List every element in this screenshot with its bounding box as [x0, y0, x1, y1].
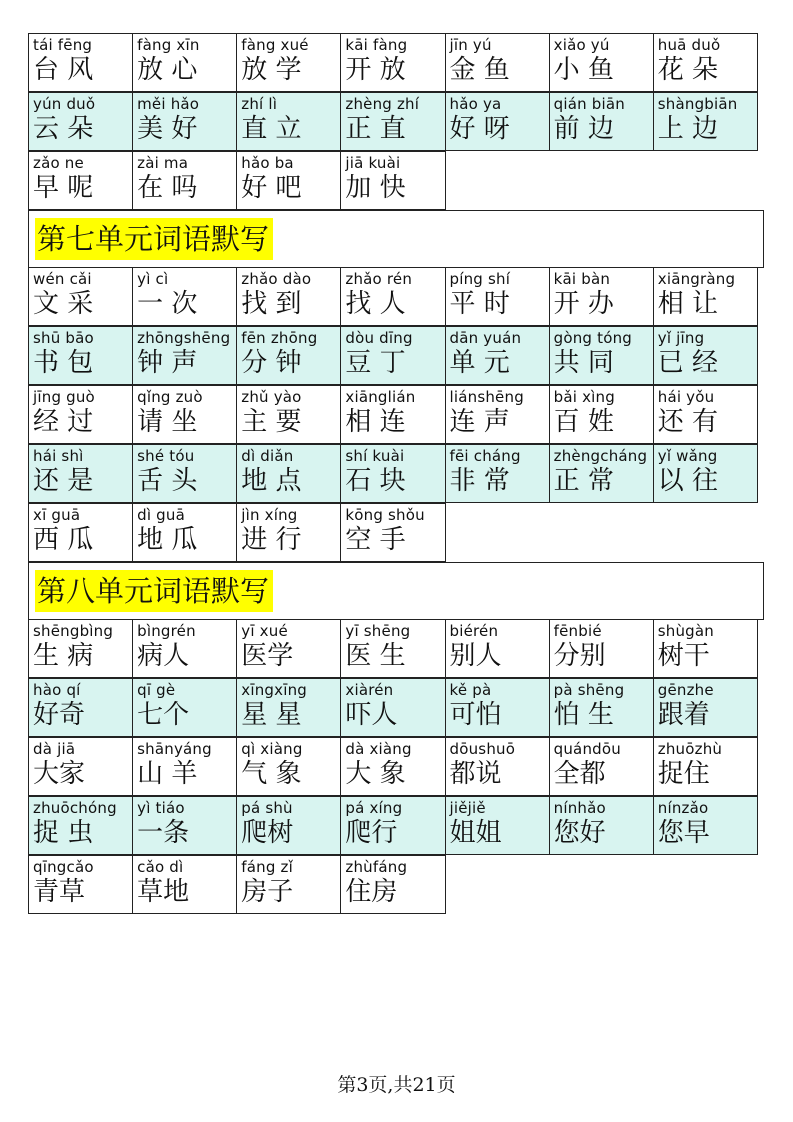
- hanzi-text: 还 是: [33, 466, 94, 496]
- hanzi-text: 云 朵: [33, 114, 94, 144]
- hanzi-text: 找 人: [345, 289, 406, 319]
- vocab-cell: [236, 326, 341, 385]
- hanzi-text: 七个: [137, 700, 190, 730]
- vocab-cell: [28, 326, 133, 385]
- vocab-block-unit6: [28, 34, 764, 211]
- vocab-cell: [653, 385, 758, 444]
- hanzi-text: 草地: [137, 877, 190, 907]
- hanzi-text: 您早: [657, 818, 710, 848]
- vocab-cell: [340, 855, 445, 914]
- pinyin-text: yī xué: [241, 622, 288, 640]
- vocab-cell: [653, 737, 758, 796]
- pinyin-text: jìn xíng: [241, 506, 298, 524]
- pinyin-text: zhuōzhù: [657, 740, 723, 758]
- hanzi-text: 放 学: [241, 55, 302, 85]
- pinyin-text: kōng shǒu: [345, 506, 425, 524]
- section-title-unit7: 第七单元词语默写: [35, 218, 273, 260]
- hanzi-text: 经 过: [33, 407, 94, 437]
- vocab-cell: [445, 92, 550, 151]
- pinyin-text: shé tóu: [137, 447, 195, 465]
- vocab-cell: [653, 92, 758, 151]
- hanzi-text: 住房: [345, 877, 398, 907]
- pinyin-text: píng shí: [449, 270, 511, 288]
- vocab-cell: [445, 737, 550, 796]
- vocab-cell: [445, 33, 550, 92]
- vocab-row: [28, 152, 764, 211]
- pinyin-text: dòu dīng: [345, 329, 413, 347]
- pinyin-text: bǎi xìng: [553, 388, 615, 406]
- pinyin-text: dì diǎn: [241, 447, 294, 465]
- pinyin-text: yǐ jīng: [657, 329, 705, 347]
- vocab-row: [28, 679, 764, 738]
- pinyin-text: shàngbiān: [657, 95, 738, 113]
- pinyin-text: pá shù: [241, 799, 293, 817]
- vocab-cell: [445, 444, 550, 503]
- vocab-cell: [28, 151, 133, 210]
- vocab-cell: [445, 796, 550, 855]
- vocab-cell: [132, 267, 237, 326]
- vocab-cell: [132, 92, 237, 151]
- pinyin-text: xiàrén: [345, 681, 394, 699]
- vocab-cell: [340, 619, 445, 678]
- vocab-cell: [236, 92, 341, 151]
- vocab-cell: [236, 503, 341, 562]
- hanzi-text: 台 风: [33, 55, 94, 85]
- vocab-row: [28, 797, 764, 856]
- page-footer: 第3页,共21页: [337, 1074, 456, 1096]
- hanzi-text: 好奇: [33, 700, 86, 730]
- vocab-cell: [549, 678, 654, 737]
- pinyin-text: yì tiáo: [137, 799, 185, 817]
- pinyin-text: zhuōchóng: [33, 799, 117, 817]
- vocab-cell: [340, 737, 445, 796]
- pinyin-text: qǐng zuò: [137, 388, 203, 406]
- hanzi-text: 上 边: [657, 114, 719, 144]
- vocab-cell: [445, 267, 550, 326]
- hanzi-text: 连 声: [449, 407, 510, 437]
- vocab-cell: [653, 678, 758, 737]
- pinyin-text: bìngrén: [137, 622, 196, 640]
- pinyin-text: xiāngràng: [657, 270, 736, 288]
- vocab-cell: [132, 326, 237, 385]
- hanzi-text: 还 有: [657, 407, 719, 437]
- pinyin-text: gēnzhe: [657, 681, 714, 699]
- vocab-cell: [132, 503, 237, 562]
- vocab-row: [28, 620, 764, 679]
- vocab-cell: [236, 855, 341, 914]
- hanzi-text: 房子: [241, 877, 294, 907]
- hanzi-text: 百 姓: [553, 407, 614, 437]
- vocab-row: [28, 268, 764, 327]
- hanzi-text: 捉住: [657, 759, 710, 789]
- pinyin-text: qì xiàng: [241, 740, 303, 758]
- vocab-cell: [236, 678, 341, 737]
- vocab-cell: [28, 33, 133, 92]
- vocab-row: [28, 327, 764, 386]
- pinyin-text: nínzǎo: [657, 799, 709, 817]
- vocab-cell: [653, 444, 758, 503]
- vocab-cell: [28, 267, 133, 326]
- hanzi-text: 分 钟: [241, 348, 302, 378]
- vocab-cell: [340, 151, 445, 210]
- hanzi-text: 书 包: [33, 348, 94, 378]
- pinyin-text: dì guā: [137, 506, 186, 524]
- pinyin-text: cǎo dì: [137, 858, 184, 876]
- vocab-cell: [236, 444, 341, 503]
- pinyin-text: kāi bàn: [553, 270, 611, 288]
- vocab-cell: [340, 444, 445, 503]
- pinyin-text: hái yǒu: [657, 388, 715, 406]
- hanzi-text: 捉 虫: [33, 818, 94, 848]
- pinyin-text: huā duǒ: [657, 36, 721, 54]
- hanzi-text: 医学: [241, 641, 294, 671]
- hanzi-text: 可怕: [449, 700, 502, 730]
- hanzi-text: 加 快: [345, 173, 406, 203]
- vocab-cell: [132, 444, 237, 503]
- pinyin-text: zhǎo rén: [345, 270, 413, 288]
- vocab-cell: [653, 796, 758, 855]
- pinyin-text: kě pà: [449, 681, 492, 699]
- pinyin-text: hǎo ya: [449, 95, 502, 113]
- hanzi-text: 地 瓜: [137, 525, 198, 555]
- pinyin-text: yī shēng: [345, 622, 411, 640]
- vocab-block-unit7: [28, 268, 764, 563]
- pinyin-text: fàng xué: [241, 36, 309, 54]
- vocab-cell: [132, 855, 237, 914]
- pinyin-text: gòng tóng: [553, 329, 633, 347]
- hanzi-text: 花 朵: [657, 55, 719, 85]
- pinyin-text: fēn zhōng: [241, 329, 318, 347]
- vocab-cell: [549, 444, 654, 503]
- vocab-row: [28, 504, 764, 563]
- hanzi-text: 早 呢: [33, 173, 94, 203]
- vocab-cell: [549, 619, 654, 678]
- pinyin-text: shū bāo: [33, 329, 94, 347]
- vocab-cell: [28, 92, 133, 151]
- hanzi-text: 都说: [449, 759, 502, 789]
- vocab-cell: [549, 737, 654, 796]
- hanzi-text: 病人: [137, 641, 190, 671]
- hanzi-text: 正 直: [345, 114, 406, 144]
- vocab-cell: [236, 267, 341, 326]
- vocab-cell: [236, 737, 341, 796]
- pinyin-text: xiǎo yú: [553, 36, 610, 54]
- hanzi-text: 相 连: [345, 407, 406, 437]
- vocab-cell: [653, 326, 758, 385]
- pinyin-text: hào qí: [33, 681, 81, 699]
- vocab-cell: [653, 33, 758, 92]
- hanzi-text: 大家: [33, 759, 86, 789]
- hanzi-text: 跟着: [657, 700, 710, 730]
- section-title-unit8: 第八单元词语默写: [35, 570, 273, 612]
- section-header-unit8: [28, 562, 764, 620]
- hanzi-text: 西 瓜: [33, 525, 94, 555]
- hanzi-text: 小 鱼: [553, 55, 614, 85]
- pinyin-text: hǎo ba: [241, 154, 294, 172]
- hanzi-text: 吓人: [345, 700, 398, 730]
- hanzi-text: 放 心: [137, 55, 198, 85]
- hanzi-text: 平 时: [449, 289, 510, 319]
- hanzi-text: 分别: [553, 641, 606, 671]
- hanzi-text: 已 经: [657, 348, 719, 378]
- vocab-cell: [28, 796, 133, 855]
- hanzi-text: 怕 生: [553, 700, 614, 730]
- hanzi-text: 气 象: [241, 759, 302, 789]
- hanzi-text: 豆 丁: [345, 348, 406, 378]
- pinyin-text: zhèngcháng: [553, 447, 648, 465]
- vocab-row: [28, 386, 764, 445]
- hanzi-text: 开 办: [553, 289, 614, 319]
- hanzi-text: 地 点: [241, 466, 302, 496]
- pinyin-text: yún duǒ: [33, 95, 96, 113]
- vocab-cell: [132, 796, 237, 855]
- vocab-cell: [236, 619, 341, 678]
- pinyin-text: xiānglián: [345, 388, 416, 406]
- pinyin-text: měi hǎo: [137, 95, 200, 113]
- pinyin-text: kāi fàng: [345, 36, 408, 54]
- pinyin-text: nínhǎo: [553, 799, 606, 817]
- vocab-cell: [549, 385, 654, 444]
- pinyin-text: shānyáng: [137, 740, 212, 758]
- hanzi-text: 请 坐: [137, 407, 198, 437]
- vocab-cell: [28, 678, 133, 737]
- hanzi-text: 钟 声: [137, 348, 198, 378]
- pinyin-text: wén cǎi: [33, 270, 92, 288]
- hanzi-text: 石 块: [345, 466, 406, 496]
- hanzi-text: 别人: [449, 641, 502, 671]
- hanzi-text: 正 常: [553, 466, 614, 496]
- hanzi-text: 医 生: [345, 641, 406, 671]
- pinyin-text: shēngbìng: [33, 622, 114, 640]
- hanzi-text: 空 手: [345, 525, 406, 555]
- pinyin-text: zǎo ne: [33, 154, 84, 172]
- worksheet: [28, 34, 764, 915]
- hanzi-text: 主 要: [241, 407, 302, 437]
- pinyin-text: shí kuài: [345, 447, 405, 465]
- hanzi-text: 大 象: [345, 759, 406, 789]
- hanzi-text: 在 吗: [137, 173, 198, 203]
- vocab-cell: [549, 33, 654, 92]
- vocab-cell: [28, 385, 133, 444]
- hanzi-text: 找 到: [241, 289, 302, 319]
- pinyin-text: liánshēng: [449, 388, 524, 406]
- vocab-row: [28, 738, 764, 797]
- pinyin-text: shùgàn: [657, 622, 714, 640]
- vocab-cell: [236, 151, 341, 210]
- vocab-row: [28, 34, 764, 93]
- pinyin-text: zài ma: [137, 154, 189, 172]
- vocab-cell: [549, 326, 654, 385]
- vocab-cell: [340, 92, 445, 151]
- vocab-cell: [132, 151, 237, 210]
- hanzi-text: 您好: [553, 818, 606, 848]
- hanzi-text: 生 病: [33, 641, 94, 671]
- hanzi-text: 美 好: [137, 114, 198, 144]
- vocab-cell: [445, 619, 550, 678]
- hanzi-text: 青草: [33, 877, 86, 907]
- pinyin-text: zhí lì: [241, 95, 278, 113]
- vocab-row: [28, 93, 764, 152]
- vocab-cell: [445, 326, 550, 385]
- vocab-cell: [340, 796, 445, 855]
- hanzi-text: 树干: [657, 641, 710, 671]
- hanzi-text: 好 吧: [241, 173, 302, 203]
- vocab-cell: [340, 385, 445, 444]
- pinyin-text: qīngcǎo: [33, 858, 94, 876]
- pinyin-text: jīng guò: [33, 388, 95, 406]
- pinyin-text: dān yuán: [449, 329, 522, 347]
- hanzi-text: 金 鱼: [449, 55, 510, 85]
- hanzi-text: 非 常: [449, 466, 510, 496]
- hanzi-text: 爬行: [345, 818, 398, 848]
- vocab-cell: [340, 326, 445, 385]
- vocab-cell: [132, 737, 237, 796]
- vocab-row: [28, 856, 764, 915]
- vocab-cell: [340, 267, 445, 326]
- pinyin-text: biérén: [449, 622, 499, 640]
- pinyin-text: fēnbié: [553, 622, 602, 640]
- vocab-cell: [340, 33, 445, 92]
- hanzi-text: 前 边: [553, 114, 614, 144]
- vocab-row: [28, 445, 764, 504]
- pinyin-text: fēi cháng: [449, 447, 521, 465]
- hanzi-text: 一条: [137, 818, 190, 848]
- pinyin-text: xī guā: [33, 506, 81, 524]
- vocab-cell: [28, 855, 133, 914]
- pinyin-text: xīngxīng: [241, 681, 307, 699]
- vocab-cell: [445, 678, 550, 737]
- pinyin-text: jīn yú: [449, 36, 492, 54]
- pinyin-text: dà jiā: [33, 740, 76, 758]
- hanzi-text: 全都: [553, 759, 606, 789]
- hanzi-text: 星 星: [241, 700, 302, 730]
- hanzi-text: 共 同: [553, 348, 614, 378]
- hanzi-text: 相 让: [657, 289, 719, 319]
- pinyin-text: fáng zǐ: [241, 858, 293, 876]
- pinyin-text: yǐ wǎng: [657, 447, 718, 465]
- pinyin-text: hái shì: [33, 447, 84, 465]
- pinyin-text: qī gè: [137, 681, 176, 699]
- pinyin-text: jiā kuài: [345, 154, 401, 172]
- hanzi-text: 好 呀: [449, 114, 510, 144]
- vocab-cell: [236, 385, 341, 444]
- vocab-cell: [653, 619, 758, 678]
- vocab-cell: [28, 503, 133, 562]
- pinyin-text: tái fēng: [33, 36, 93, 54]
- vocab-cell: [132, 33, 237, 92]
- vocab-cell: [340, 503, 445, 562]
- pinyin-text: pà shēng: [553, 681, 625, 699]
- vocab-cell: [549, 92, 654, 151]
- hanzi-text: 进 行: [241, 525, 302, 555]
- hanzi-text: 舌 头: [137, 466, 198, 496]
- pinyin-text: zhùfáng: [345, 858, 408, 876]
- vocab-cell: [549, 267, 654, 326]
- hanzi-text: 单 元: [449, 348, 510, 378]
- pinyin-text: dōushuō: [449, 740, 516, 758]
- vocab-cell: [132, 619, 237, 678]
- pinyin-text: fàng xīn: [137, 36, 200, 54]
- hanzi-text: 姐姐: [449, 818, 502, 848]
- hanzi-text: 开 放: [345, 55, 406, 85]
- vocab-cell: [28, 444, 133, 503]
- vocab-cell: [236, 33, 341, 92]
- pinyin-text: yì cì: [137, 270, 169, 288]
- hanzi-text: 文 采: [33, 289, 94, 319]
- pinyin-text: zhǎo dào: [241, 270, 312, 288]
- hanzi-text: 直 立: [241, 114, 302, 144]
- pinyin-text: qián biān: [553, 95, 625, 113]
- vocab-cell: [340, 678, 445, 737]
- hanzi-text: 一 次: [137, 289, 198, 319]
- hanzi-text: 以 往: [657, 466, 719, 496]
- pinyin-text: pá xíng: [345, 799, 403, 817]
- vocab-cell: [28, 619, 133, 678]
- hanzi-text: 山 羊: [137, 759, 198, 789]
- pinyin-text: zhōngshēng: [137, 329, 231, 347]
- pinyin-text: zhèng zhí: [345, 95, 420, 113]
- section-header-unit7: [28, 210, 764, 268]
- vocab-block-unit8: [28, 620, 764, 915]
- vocab-cell: [28, 737, 133, 796]
- pinyin-text: dà xiàng: [345, 740, 412, 758]
- vocab-cell: [653, 267, 758, 326]
- hanzi-text: 爬树: [241, 818, 294, 848]
- vocab-cell: [549, 796, 654, 855]
- vocab-cell: [445, 385, 550, 444]
- pinyin-text: quándōu: [553, 740, 621, 758]
- pinyin-text: jiějiě: [449, 799, 486, 817]
- vocab-cell: [132, 678, 237, 737]
- pinyin-text: zhǔ yào: [241, 388, 302, 406]
- vocab-cell: [132, 385, 237, 444]
- vocab-cell: [236, 796, 341, 855]
